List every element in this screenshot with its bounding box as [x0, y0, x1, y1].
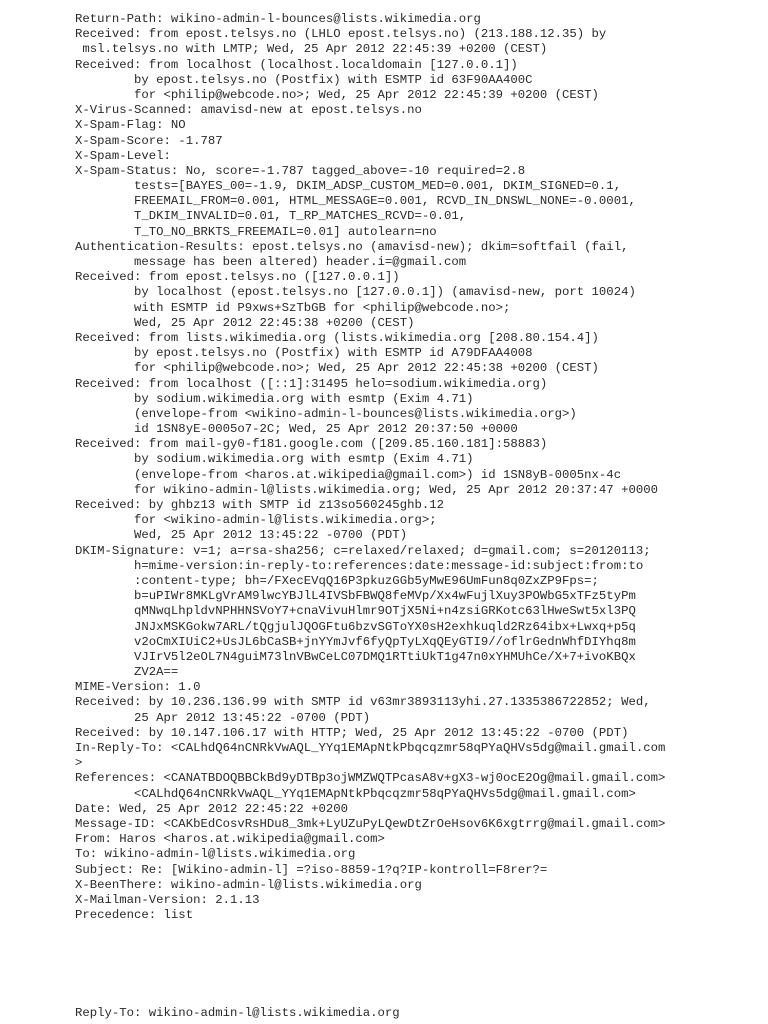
header-line: (envelope-from <haros.at.wikipedia@gmail.com>) id 1SN8yB-0005nx-4c	[75, 467, 622, 482]
header-line: Authentication-Results: epost.telsys.no (amavisd-new); dkim=softfail (fail,	[75, 239, 629, 254]
header-line: Precedence: list	[75, 908, 194, 923]
header-line: References: <CANATBDOQBBCkBd9yDTBp3ojWMZWQTPcasA8v+gX3-wj0ocE2Og@mail.gmail.com>	[75, 771, 666, 786]
header-line: 25 Apr 2012 13:45:22 -0700 (PDT)	[75, 710, 371, 725]
header-line: X-Spam-Status: No, score=-1.787 tagged_above=-10 required=2.8	[75, 163, 526, 178]
header-line: >	[75, 756, 83, 771]
header-line: X-Mailman-Version: 2.1.13	[75, 892, 260, 907]
header-line: X-Virus-Scanned: amavisd-new at epost.telsys.no	[75, 103, 422, 118]
header-line: b=uPIWr8MKLgVrAM9lwcYBJlL4IVSbFBWQ8feMVp/Xx4wFujlXuy3POWbG5xTFz5tyPm	[75, 589, 636, 604]
header-line: From: Haros <haros.at.wikipedia@gmail.com>	[75, 832, 385, 847]
header-line: To: wikino-admin-l@lists.wikimedia.org	[75, 847, 356, 862]
header-line: tests=[BAYES_00=-1.9, DKIM_ADSP_CUSTOM_MED=0.001, DKIM_SIGNED=0.1,	[75, 179, 622, 194]
header-line: Received: from lists.wikimedia.org (lists.wikimedia.org [208.80.154.4])	[75, 330, 599, 345]
header-line: by localhost (epost.telsys.no [127.0.0.1]) (amavisd-new, port 10024)	[75, 285, 636, 300]
header-line: MIME-Version: 1.0	[75, 680, 201, 695]
header-line: VJIrV5l2eOL7N4guiM73lnVBwCeLC07DMQ1RTtiUkT1g47n0xYHMUhCe/X+7+ivoKBQx	[75, 649, 636, 664]
header-line: Received: by 10.147.106.17 with HTTP; Wed, 25 Apr 2012 13:45:22 -0700 (PDT)	[75, 725, 629, 740]
header-line: for <philip@webcode.no>; Wed, 25 Apr 2012 22:45:39 +0200 (CEST)	[75, 87, 599, 102]
header-line: Received: by ghbz13 with SMTP id z13so560245ghb.12	[75, 498, 444, 512]
header-line: Wed, 25 Apr 2012 13:45:22 -0700 (PDT)	[75, 528, 408, 543]
header-line: Received: from localhost ([::1]:31495 helo=sodium.wikimedia.org)	[75, 376, 548, 391]
header-line: Received: from epost.telsys.no (LHLO epost.telsys.no) (213.188.12.35) by	[75, 27, 607, 42]
header-line: v2oCmXIUiC2+UsJL6bCaSB+jnYYmJvf6fyQpTyLXqQEyGTI9//oflrGednWhfDIYhq8m	[75, 634, 636, 649]
header-line: Wed, 25 Apr 2012 22:45:38 +0200 (CEST)	[75, 315, 415, 330]
header-line: message has been altered) header.i=@gmail.com	[75, 255, 467, 269]
reply-to-header-line: Reply-To: wikino-admin-l@lists.wikimedia.org	[75, 1006, 400, 1020]
header-line: X-Spam-Flag: NO	[75, 118, 186, 133]
header-line: Received: from localhost (localhost.localdomain [127.0.0.1])	[75, 57, 518, 72]
header-line: Date: Wed, 25 Apr 2012 22:45:22 +0200	[75, 801, 349, 816]
header-line: Return-Path: wikino-admin-l-bounces@lists.wikimedia.org	[75, 12, 481, 26]
header-line: qMNwqLhpldvNPHHNSVoY7+cnaVivuHlmr9OTjX5Ni+n4zsiGRKotc63lHweSwt5xl3PQ	[75, 604, 636, 619]
header-line: T_DKIM_INVALID=0.01, T_RP_MATCHES_RCVD=-0.01,	[75, 209, 467, 224]
header-line: In-Reply-To: <CALhdQ64nCNRkVwAQL_YYq1EMApNtkPbqcqzmr58qPYaQHVs5dg@mail.gmail.com	[75, 741, 666, 755]
header-line: by epost.telsys.no (Postfix) with ESMTP id A79DFAA4008	[75, 346, 533, 361]
header-line: msl.telsys.no with LMTP; Wed, 25 Apr 2012 22:45:39 +0200 (CEST)	[75, 42, 548, 57]
header-line: X-BeenThere: wikino-admin-l@lists.wikimedia.org	[75, 877, 422, 892]
header-line: Received: from mail-gy0-f181.google.com ([209.85.160.181]:58883)	[75, 437, 548, 452]
header-line: by epost.telsys.no (Postfix) with ESMTP id 63F90AA400C	[75, 72, 533, 87]
header-line: X-Spam-Level:	[75, 148, 171, 163]
header-line: with ESMTP id P9xws+SzTbGB for <philip@webcode.no>;	[75, 300, 511, 315]
header-line: h=mime-version:in-reply-to:references:date:message-id:subject:from:to	[75, 558, 644, 573]
header-line: DKIM-Signature: v=1; a=rsa-sha256; c=relaxed/relaxed; d=gmail.com; s=20120113;	[75, 543, 651, 558]
header-line: <CALhdQ64nCNRkVwAQL_YYq1EMApNtkPbqcqzmr58qPYaQHVs5dg@mail.gmail.com>	[75, 786, 636, 801]
header-line: T_TO_NO_BRKTS_FREEMAIL=0.01] autolearn=no	[75, 224, 437, 239]
header-line: FREEMAIL_FROM=0.001, HTML_MESSAGE=0.001, RCVD_IN_DNSWL_NONE=-0.0001,	[75, 194, 636, 209]
header-line: :content-type; bh=/FXecEVqQ16P3pkuzGGb5yMwE96UmFun8q0ZxZP9Fps=;	[75, 573, 599, 588]
header-line: Subject: Re: [Wikino-admin-l] =?iso-8859-1?q?IP-kontroll=F8rer?=	[75, 862, 548, 877]
header-line: for <wikino-admin-l@lists.wikimedia.org>;	[75, 513, 437, 528]
header-line: JNJxMSKGokw7ARL/tQgjulJQOGFtu6bzvSGToYX0sH2exhkuqld2Rz64ibx+Lwxq+p5q	[75, 619, 636, 634]
header-line: ZV2A==	[75, 665, 179, 680]
header-line: id 1SN8yE-0005o7-2C; Wed, 25 Apr 2012 20:37:50 +0000	[75, 422, 518, 437]
raw-email-headers	[75, 12, 665, 923]
header-line: (envelope-from <wikino-admin-l-bounces@lists.wikimedia.org>)	[75, 406, 577, 421]
header-line: for <philip@webcode.no>; Wed, 25 Apr 2012 22:45:38 +0200 (CEST)	[75, 361, 599, 376]
header-line: by sodium.wikimedia.org with esmtp (Exim 4.71)	[75, 452, 474, 467]
header-line: Received: by 10.236.136.99 with SMTP id v63mr3893113yhi.27.1335386722852; Wed,	[75, 695, 651, 710]
header-line: X-Spam-Score: -1.787	[75, 133, 223, 148]
header-line: Received: from epost.telsys.no ([127.0.0.1])	[75, 270, 400, 285]
header-line: by sodium.wikimedia.org with esmtp (Exim 4.71)	[75, 391, 474, 406]
header-line: Message-ID: <CAKbEdCosvRsHDu8_3mk+LyUZuPyLQewDtZrOeHsov6K6xgtrrg@mail.gmail.com>	[75, 816, 666, 831]
header-line: for wikino-admin-l@lists.wikimedia.org; Wed, 25 Apr 2012 20:37:47 +0000	[75, 482, 658, 497]
